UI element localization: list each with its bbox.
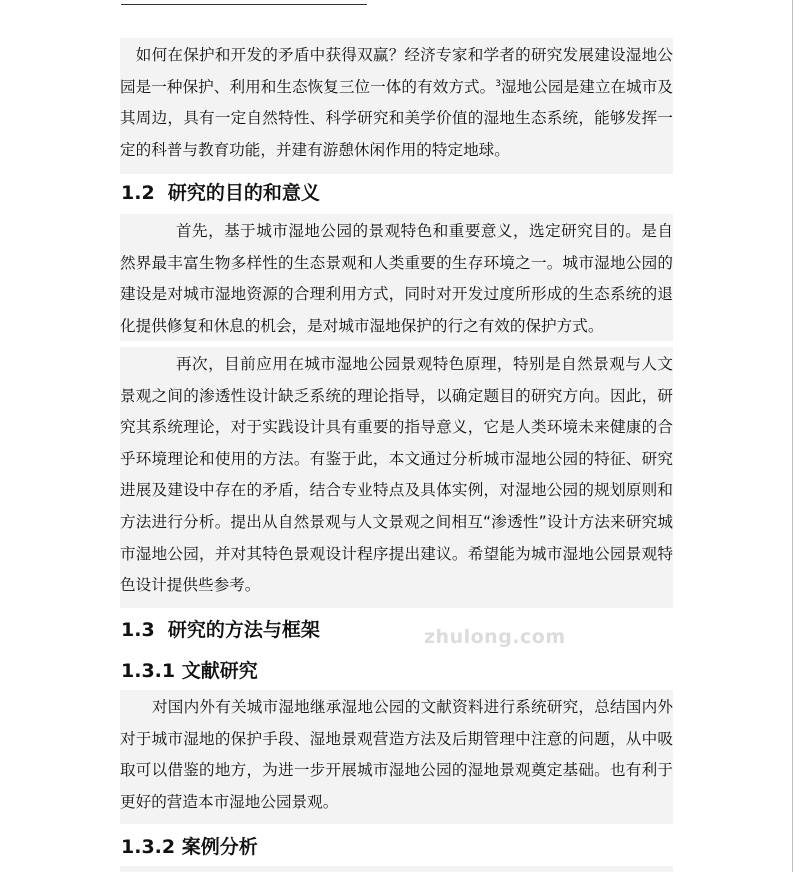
paragraph-purpose-first: 首先，基于城市湿地公园的景观特色和重要意义，选定研究目的。是自然界最丰富生物多样性的生态景观和人类重要的生存环境之一。城市湿地公园的建设是对城市湿地资源的合理利用方式，同时对开发过度所形成的生态系统的退化提供修复和休息的机会，是对城市湿地保护的行之有效的保护方式。 (120, 214, 673, 341)
footnote-ref: 3 (495, 78, 501, 89)
section-heading-1-3-1: 1.3.1 文献研究 (121, 660, 258, 682)
section-heading-1-2: 1.2 研究的目的和意义 (121, 182, 320, 204)
paragraph-intro (120, 38, 673, 174)
paragraph-literature-research: 对国内外有关城市湿地继承湿地公园的文献资料进行系统研究，总结国内外对于城市湿地的保护手段、湿地景观营造方法及后期管理中注意的问题，从中吸取可以借鉴的地方，为进一步开展城市湿地公园的湿地景观奠定基础。也有利于更好的营造本市湿地公园景观。 (120, 690, 673, 824)
top-divider-line (121, 4, 367, 5)
next-paragraph-strip (120, 866, 673, 872)
paragraph-intro-text: 如何在保护和开发的矛盾中获得双赢？经济专家和学者的研究发展建设湿地公园是一种保护、利用和生态恢复三位一体的有效方式。 (120, 46, 673, 96)
section-heading-1-3-2: 1.3.2 案例分析 (121, 836, 258, 858)
paragraph-purpose-second: 再次，目前应用在城市湿地公园景观特色原理，特别是自然景观与人文景观之间的渗透性设计缺乏系统的理论指导，以确定题目的研究方向。因此，研究其系统理论，对于实践设计具有重要的指导意义，它是人类环境未来健康的合乎环境理论和使用的方法。有鉴于此，本文通过分析城市湿地公园的特征、研究进展及建设中存在的矛盾，结合专业特点及具体实例，对湿地公园的规划原则和方法进行分析。提出从自然景观与人文景观之间相互“渗透性”设计方法来研究城市湿地公园，并对其特色景观设计程序提出建议。希望能为城市湿地公园景观特色设计提供些参考。 (120, 347, 673, 608)
watermark: zhulong.com (424, 626, 566, 648)
paragraph-intro-rest: 湿地公园是建立在城市及其周边，具有一定自然特性、科学研究和美学价值的湿地生态系统，能够发挥一定的科普与教育功能，并建有游憩休闲作用的特定地球。 (120, 77, 673, 159)
page-right-edge (792, 0, 793, 872)
section-heading-1-3: 1.3 研究的方法与框架 (121, 619, 320, 641)
